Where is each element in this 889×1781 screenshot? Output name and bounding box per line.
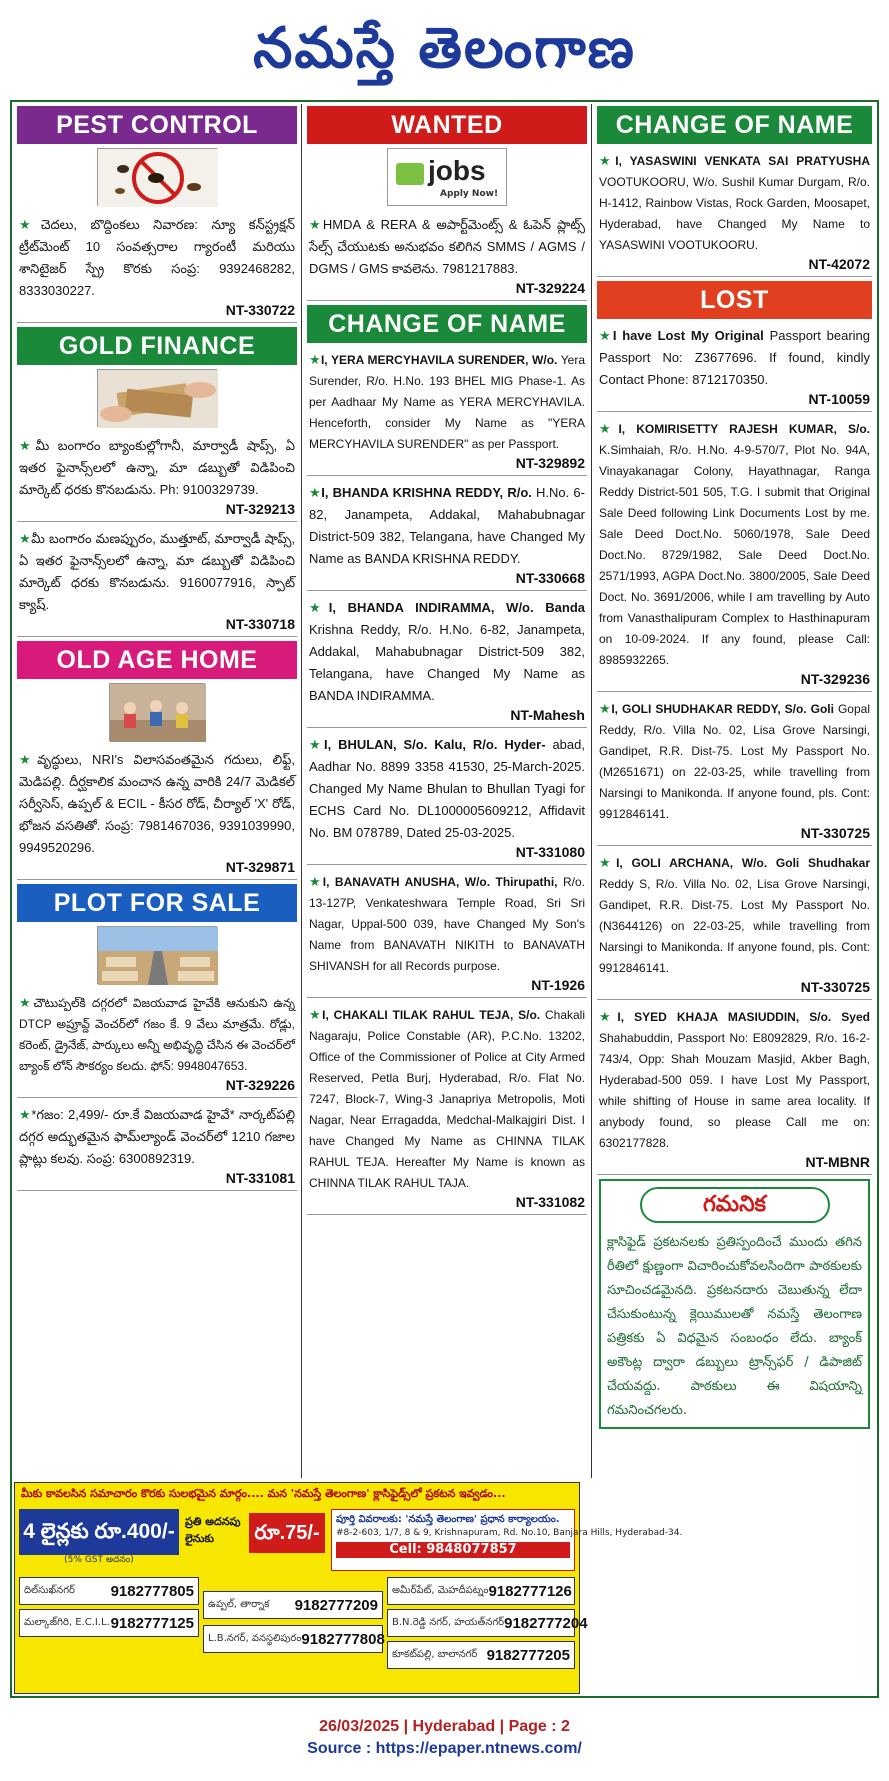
- ad-code: NT-329224: [515, 280, 585, 296]
- phone-entry: [203, 1591, 383, 1619]
- star-icon: ★: [309, 217, 323, 232]
- ad-lead: I, GOLI SHUDHAKAR REDDY, S/o. Goli: [611, 702, 834, 716]
- ad-text: Reddy S, R/o. Villa No. 02, Lisa Grove Narsingi, Gandipet, R.R. Dist-75. Lost My Passport No. (N3644126) on 22-03-25, while travelling from Narsingi to Manikonda. If anyone found, pls. Cont: 9912846141.: [599, 877, 870, 975]
- ad-text: K.Simhaiah, R/o. H.No. 4-9-570/7, Plot No. 94A, Vinayakanagar Colony, Hayathnagar, Ranga Reddy District-501 505, T.G. I submit that Original Sale Deed following Link Documents Lost by me. Sale Deed Doct.No. 5060/1978, Sale Deed Doct.No. 8729/1982, Sale Deed Doct.No. 2571/1993, AGPA Doct.No. 3800/2005, Sale Deed Doct. No. 3691/2006, while I am travelling by Auto from Vanasthalipuram Complex to Hasthinapuram on 10-09-2024. If any found, please Call: 8985932265.: [599, 443, 870, 667]
- ad-change-of-name: [307, 347, 587, 476]
- rate-gst-note: (5% GST అదనం): [64, 1555, 134, 1565]
- section-header-lost: LOST: [597, 281, 872, 319]
- phone-entry: [19, 1609, 199, 1637]
- masthead-title: నమస్తే తెలంగాణ: [253, 15, 636, 81]
- star-icon: ★: [19, 1107, 32, 1122]
- ad-text: H.No. 6-82, Janampeta, Addakal, Mahabubnagar District-509 382, Telangana, have Changed My Name as BANDA KRISHNA REDDY.: [309, 485, 585, 566]
- phone-area: L.B.నగర్, వనస్థలిపురం: [208, 1633, 302, 1644]
- ad-text: HMDA & RERA & అపార్ట్‌మెంట్స్ & ఓపెన్ ప్లాట్స్ సేల్స్ చేయుటకు అనుభవం కలిగిన SMMS / AGMS / DGMS / GMS కావలెను. 7981217883.: [309, 217, 586, 276]
- column-3: [594, 102, 875, 1694]
- phone-number: 9182777205: [486, 1646, 570, 1664]
- ad-lead: I, CHAKALI TILAK RAHUL TEJA, S/o.: [322, 1008, 541, 1022]
- star-icon: ★: [19, 217, 41, 232]
- ad-text: చౌటుప్పల్‌కి దగ్గరలో విజయవాడ హైవేకి ఆనుకుని ఉన్న DTCP అప్రూవ్డ్ వెంచర్‌లో గజం కే. 9 వేలు మాత్రమే. రోడ్లు, కరెంట్, డ్రైనేజ్, పార్కులు అన్నీ అభివృద్ధి చేసిన ఈ వెంచర్‌లో బ్యాంక్ లోన్ సౌకర్యం కలదు. ఫోన్: 9948047653.: [19, 996, 295, 1073]
- ad-lost: [597, 323, 872, 412]
- ad-lost: [597, 1004, 872, 1175]
- ad-code: NT-330725: [800, 979, 870, 995]
- star-icon: ★: [309, 352, 321, 367]
- notice-title: గమనిక: [640, 1187, 830, 1223]
- column-1: [14, 102, 300, 1480]
- ad-lead: I, KOMIRISETTY RAJESH KUMAR, S/o.: [618, 422, 871, 436]
- plot-layout-photo: [97, 926, 217, 984]
- extra-line-label: ప్రతి అదనపు లైనుకు: [185, 1515, 241, 1545]
- star-icon: ★: [599, 153, 616, 168]
- notice-body: క్లాసిఫైడ్ ప్రకటనలకు ప్రతిస్పందించే ముందు తగిన రీతిలో క్షుణ్ణంగా విచారించుకోవలసిందిగా పాఠకులకు సూచించడమైనది. ప్రకటనదారు చెబుతున్న లేదా చేసుకుంటున్న క్లెయిములతో నమస్తే తెలంగాణ పత్రికకు ఏ విధమైన సంబంధం లేదు. బ్యాంక్ అకౌంట్ల ద్వారా డబ్బులు ట్రాన్స్‌ఫర్ / డిపాజిట్ చేయవద్దు. పాఠకులు ఈ విషయాన్ని గమనించగలరు.: [607, 1235, 862, 1418]
- ad-change-of-name: [307, 480, 587, 591]
- ad-lost: [597, 696, 872, 846]
- ad-lead: I, BANAVATH ANUSHA, W/o. Thirupathi,: [322, 875, 558, 889]
- section-header-gold-finance: GOLD FINANCE: [17, 327, 297, 365]
- ad-change-of-name: [597, 148, 872, 277]
- phone-entry: [387, 1577, 575, 1605]
- phone-number: 9182777126: [488, 1582, 572, 1600]
- footer-source-link[interactable]: Source : https://epaper.ntnews.com/: [307, 1740, 582, 1757]
- phone-area: అమీర్‌పేట్, మెహదీపట్నం: [392, 1585, 489, 1596]
- ad-text: Yera Surender, R/o. H.No. 193 BHEL MIG Phase-1. As per Aadhaar My Name as YERA MERCYHAVILA. Henceforth, consider My Name as "YERA MERCYHAVILA SURENDER" as per Passport.: [309, 353, 585, 451]
- phone-number: 9182777204: [504, 1614, 588, 1632]
- ad-code: NT-10059: [808, 391, 870, 407]
- star-icon: ★: [19, 438, 36, 453]
- ad-code: NT-329892: [515, 455, 585, 471]
- ad-wanted: [307, 212, 587, 301]
- rate-main: 4 లైన్లకు రూ.400/-: [19, 1509, 179, 1555]
- ad-code: NT-331080: [515, 844, 585, 860]
- ad-change-of-name: [307, 869, 587, 998]
- ad-code: NT-331081: [225, 1170, 295, 1186]
- ad-code: NT-330718: [225, 616, 295, 632]
- ad-code: NT-329213: [225, 501, 295, 517]
- star-icon: ★: [599, 328, 613, 343]
- ad-gold-finance: [17, 526, 297, 637]
- ad-code: NT-329236: [800, 671, 870, 687]
- ad-lost: [597, 850, 872, 1000]
- ad-text: చెదలు, బొద్దింకలు నివారణ: న్యూ కన్‌స్ట్రక్షన్ ట్రీట్‌మెంట్ 10 సంవత్సరాల గ్యారంటీ మరియు శానిటైజర్ స్ప్రే కొరకు సంప్ర: 9392468282, 8333030227.: [19, 217, 295, 298]
- ad-gold-finance: [17, 433, 297, 522]
- star-icon: ★: [599, 421, 619, 436]
- column-divider: [591, 104, 592, 1478]
- ad-lead: I have Lost My Original: [612, 328, 764, 343]
- office-title: పూర్తి వివరాలకు: 'నమస్తే తెలంగాణ' ప్రధాన కార్యాలయం.: [336, 1514, 560, 1525]
- ad-change-of-name: [307, 732, 587, 865]
- phone-entry: [387, 1609, 588, 1637]
- ad-lead: I, YASASWINI VENKATA SAI PRATYUSHA: [615, 154, 871, 168]
- jobs-word: jobs: [428, 155, 486, 186]
- ad-text: Shahabuddin, Passport No: E8092829, R/o. 16-2-743/4, Opp: Shah Mouzam Masjid, Akber Bagh, Hyderabad-500 059. I have Lost My Passport, while shifting of House in same area locality. If anybody found, so please Call me on: 6302177828.: [599, 1031, 870, 1150]
- ad-text: మీ బంగారం బ్యాంకుల్లోగానీ, మార్వాడీ షాప్స్, ఏ ఇతర ఫైనాన్స్‌లలో ఉన్నా, మా డబ్బుతో విడిపించి మార్కెట్ ధరకు కొనబడును. Ph: 9100329739.: [19, 438, 296, 497]
- ad-text: Chakali Nagaraju, Police Constable (AR), P.C.No. 13202, Office of the Commissioner of Police at City Armed Reserved, Petla Burj, Hyderabad, R/o. Flat No. 7247, Block-7, Wing-3 Janapriya Metropolis, Moti Nagar, Near Erragadda, Medchal-Malkajgiri Dist. I have Changed My Name as CHINNA TILAK RAHUL TEJA. Hereafter My Name is known as CHINNA TILAK RAHUL TAJA.: [309, 1008, 586, 1190]
- star-icon: ★: [599, 855, 617, 870]
- ad-text: Krishna Reddy, R/o. H.No. 6-82, Janampeta, Addakal, Mahabubnagar District-509 382, Telangana, have Changed My Name as BANDA INDIRAMMA.: [309, 622, 585, 703]
- phone-number: 9182777125: [110, 1614, 194, 1632]
- old-age-home-photo: [109, 683, 205, 741]
- ad-plot-for-sale: [17, 1102, 297, 1191]
- jobs-logo: [387, 148, 507, 206]
- ad-lead: I, SYED KHAJA MASIUDDIN, S/o. Syed: [617, 1010, 870, 1024]
- phone-number: 9182777209: [294, 1596, 378, 1614]
- star-icon: ★: [599, 701, 612, 716]
- cash-hands-illustration: [97, 369, 217, 427]
- footer-dateline: 26/03/2025 | Hyderabad | Page : 2: [319, 1718, 570, 1735]
- briefcase-icon: [396, 163, 424, 185]
- ad-code: NT-330725: [800, 825, 870, 841]
- section-header-plot-for-sale: PLOT FOR SALE: [17, 884, 297, 922]
- ad-lead: I, BHANDA KRISHNA REDDY, R/o.: [321, 485, 532, 500]
- ad-lead: I, BHANDA INDIRAMMA, W/o. Banda: [328, 600, 585, 615]
- ad-code: NT-329871: [225, 859, 295, 875]
- ad-lost: [597, 416, 872, 692]
- ad-plot-for-sale: [17, 990, 297, 1098]
- ad-text: abad, Aadhar No. 8899 3358 41530, 25-March-2025. Changed My Name Bhulan to Bhullan Tyagi for ECHS Card No. DL1000005609212, Affidavit No. BM 078789, Dated 25-03-2025.: [309, 737, 585, 840]
- ad-change-of-name: [307, 1002, 587, 1215]
- ad-text: VOOTUKOORU, W/o. Sushil Kumar Durgam, R/o. H-1412, Rainbow Vistas, Rock Garden, Moosapet, Hyderabad, have Changed My Name to YASASWINI VOOTUKOORU.: [599, 175, 870, 252]
- pest-illustration: [97, 148, 217, 206]
- phone-area: కూకట్‌పల్లి, బాలానగర్: [392, 1649, 478, 1660]
- classifieds-rate-banner: [14, 1482, 683, 1694]
- jobs-subtitle: Apply Now!: [440, 189, 499, 199]
- section-header-old-age-home: OLD AGE HOME: [17, 641, 297, 679]
- ad-lead: I, GOLI ARCHANA, W/o. Goli Shudhakar: [616, 856, 870, 870]
- ad-old-age-home: [17, 747, 297, 880]
- section-header-pest-control: PEST CONTROL: [17, 106, 297, 144]
- notice-box: [599, 1179, 870, 1429]
- office-address: #8-2-603, 1/7, 8 & 9, Krishnapuram, Rd. No.10, Banjara Hills, Hyderabad-34.: [336, 1528, 683, 1538]
- section-header-change-of-name: CHANGE OF NAME: [597, 106, 872, 144]
- ad-code: NT-MBNR: [805, 1154, 870, 1170]
- phone-number: 9182777808: [301, 1630, 385, 1648]
- star-icon: ★: [309, 600, 329, 615]
- ad-text: Passport bearing Passport No: Z3677696. If found, kindly Contact Phone: 8712170350.: [599, 328, 871, 387]
- office-box: [331, 1509, 683, 1571]
- phone-area: దిల్‌సుఖ్‌నగర్: [24, 1585, 75, 1596]
- ad-code: NT-42072: [808, 256, 870, 272]
- star-icon: ★: [309, 1007, 323, 1022]
- ad-code: NT-Mahesh: [510, 707, 585, 723]
- masthead: [0, 0, 889, 96]
- ad-text: Gopal Reddy, R/o. Villa No. 02, Lisa Grove Narsingi, Gandipet, R.R. Dist-75. Lost My Passport No. (M2651671) on 22-03-25, while travelling from Narsingi to Manikonda. If anyone found, pls. Cont: 9912846141.: [599, 702, 870, 821]
- phone-area: మల్కాజ్‌గిరి, E.C.I.L.: [24, 1617, 110, 1628]
- star-icon: ★: [19, 531, 32, 546]
- ad-text: మీ బంగారం మణప్పురం, ముత్తూట్, మార్వాడీ షాప్స్, ఏ ఇతర ఫైనాన్స్‌లలో ఉన్నా, మా డబ్బుతో విడిపించి మార్కెట్ ధరకు కొనబడును. 9160077916, స్పాట్ క్యాష్.: [19, 531, 295, 612]
- ad-lead: I, YERA MERCYHAVILA SURENDER, W/o.: [320, 353, 558, 367]
- star-icon: ★: [19, 995, 34, 1010]
- phone-entry: [387, 1641, 575, 1669]
- ad-code: NT-330722: [225, 302, 295, 318]
- column-divider: [301, 104, 302, 1478]
- ad-code: NT-330668: [515, 570, 585, 586]
- phone-area: B.N.రెడ్డి నగర్, హయత్‌నగర్: [392, 1617, 505, 1628]
- ad-code: NT-329226: [225, 1077, 295, 1093]
- section-header-change-of-name: CHANGE OF NAME: [307, 305, 587, 343]
- star-icon: ★: [309, 737, 324, 752]
- page-footer: [0, 1716, 889, 1760]
- phone-entry: [203, 1625, 383, 1653]
- star-icon: ★: [599, 1009, 618, 1024]
- column-2: [304, 102, 590, 1480]
- phone-area: ఉప్పల్, తార్నాక: [208, 1599, 270, 1610]
- ad-text: *గజం: 2,499/- రూ.కే విజయవాడ హైవే* నార్కట్‌పల్లి దగ్గర అద్భుతమైన ఫామ్‌ల్యాండ్ వెంచర్‌లో 1210 గజాల ప్లాట్లు కలవు. సంప్ర: 6300892319.: [19, 1107, 295, 1166]
- star-icon: ★: [19, 752, 38, 767]
- ad-text: వృద్ధులు, NRI's విలాసవంతమైన గదులు, లిఫ్ట్, మెడిపల్లి. దీర్ఘకాలిక మంచాన ఉన్న వారికి 24/7 మెడికల్ సర్వీసెస్, ఉప్పల్ & ECIL - కీసర రోడ్, చీర్యాల్ 'X' రోడ్, భోజన వసతితో. సంప్ర: 7981467036, 9391039990, 9949520296.: [19, 752, 295, 855]
- ad-text: R/o. 13-127P, Venkateshwara Temple Road, Sri Sri Nagar, Uppal-500 039, have Changed My Son's Name from BANAVATH NIKITH to BANAVATH SHIVANSH for all Records purpose.: [309, 875, 586, 973]
- ad-lead: I, BHULAN, S/o. Kalu, R/o. Hyder-: [323, 737, 546, 752]
- star-icon: ★: [309, 874, 323, 889]
- phone-number: 9182777805: [110, 1582, 194, 1600]
- ad-code: NT-1926: [531, 977, 585, 993]
- section-header-wanted: WANTED: [307, 106, 587, 144]
- rate-row: [19, 1509, 683, 1573]
- star-icon: ★: [309, 485, 322, 500]
- banner-headline: మీకు కావలసిన సమాచారం కొరకు సులభమైన మార్గం.... మన 'నమస్తే తెలంగాణ' క్లాసిఫైడ్స్‌లో ప్రకటన ఇవ్వడం...: [21, 1487, 506, 1500]
- ad-change-of-name: [307, 595, 587, 728]
- extra-line-rate: రూ.75/-: [249, 1513, 325, 1553]
- phone-entry: [19, 1577, 199, 1605]
- ad-code: NT-331082: [515, 1194, 585, 1210]
- ad-pest-control: [17, 212, 297, 323]
- office-cell: Cell: 9848077857: [336, 1542, 570, 1558]
